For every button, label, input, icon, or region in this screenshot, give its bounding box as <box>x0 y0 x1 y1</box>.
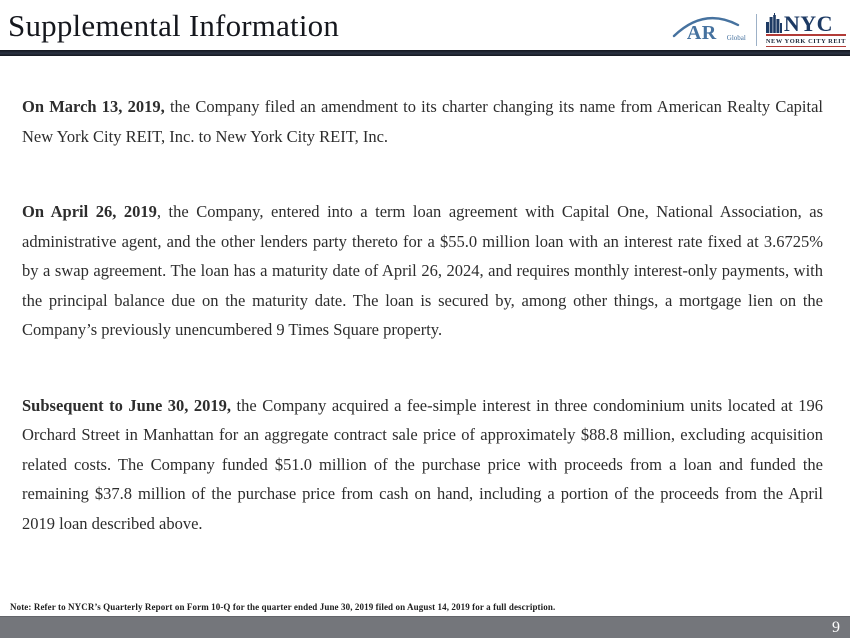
page-number: 9 <box>832 619 840 636</box>
paragraph-april-26-2019 <box>22 197 823 345</box>
ar-logo-subtext: Global <box>726 34 746 42</box>
logo-group <box>671 0 850 50</box>
paragraph-lead: Subsequent to June 30, 2019, <box>22 395 232 415</box>
paragraph-text: the Company acquired a fee-simple interest in three condominium units located at 196 Orchard Street in Manhattan for an aggregate contract sale price of approximately $88.8 million, excluding acquisition related costs. The Company funded $51.0 million of the purchase price with proceeds from a loan and funded the remaining $37.8 million of the purchase price from cash on hand, including a portion of the proceeds from the April 2019 loan described above. <box>22 395 824 533</box>
paragraph-text: the Company filed an amendment to its charter changing its name from American Realty Capital New York City REIT, Inc. to New York City REIT, Inc. <box>22 97 823 146</box>
ar-global-logo <box>671 11 747 49</box>
nyc-logo-subtext: NEW YORK CITY REIT <box>765 37 846 45</box>
slide-body <box>0 56 850 538</box>
nyc-logo-top <box>766 10 846 36</box>
page-footer-bar <box>0 616 850 638</box>
paragraph-lead: On March 13, 2019, <box>22 97 165 116</box>
nyc-logo-text: NYC <box>783 10 834 36</box>
footnote: Note: Refer to NYCR’s Quarterly Report on Form 10-Q for the quarter ended June 30, 2019 filed on August 14, 2019 for a full description. <box>10 602 556 612</box>
ar-logo-text: AR <box>686 22 717 44</box>
paragraph-march-13-2019 <box>22 92 823 151</box>
nyc-skyline-icon <box>766 13 782 33</box>
logo-divider <box>756 14 757 46</box>
paragraph-lead: On April 26, 2019 <box>22 202 157 221</box>
paragraph-text: , the Company, entered into a term loan agreement with Capital One, National Association, as administrative agent, and the other lenders party thereto for a $55.0 million loan with an interest rate fixed at 3.6725% by a swap agreement. The loan has a maturity date of April 26, 2024, and requires monthly interest-only payments, with the principal balance due on the maturity date. The loan is secured by, among other things, a mortgage lien on the Company’s previously unencumbered 9 Times Square property. <box>22 202 823 339</box>
slide-header <box>0 0 850 50</box>
page-title: Supplemental Information <box>8 8 340 43</box>
nyc-reit-logo <box>765 10 846 47</box>
paragraph-subsequent-june-30-2019 <box>22 391 823 539</box>
